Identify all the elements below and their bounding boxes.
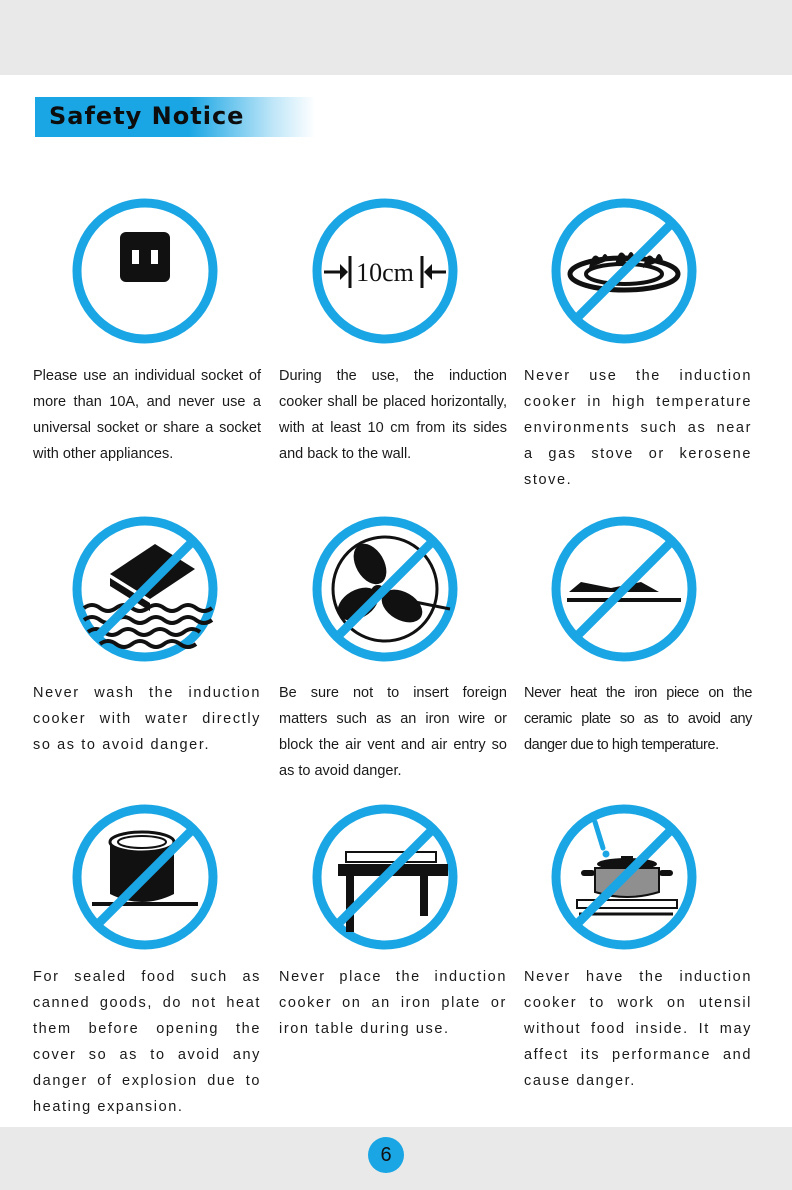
distance-10cm-icon (310, 196, 460, 346)
notice-text-distance: During the use, the induction cooker shall be placed horizontally, with at least 10 cm from its sides and back to the wall. (279, 368, 507, 462)
no-empty-pot-icon (549, 802, 699, 952)
notice-text-iron-piece: Never heat the iron piece on the ceramic plate so as to avoid any danger due to high temperature. (524, 685, 752, 753)
no-blocking-fan-icon (310, 514, 460, 664)
top-band (0, 0, 792, 75)
notice-text-canned-goods: For sealed food such as canned goods, do not heat them before opening the cover so as to avoid any danger of explosion due to heating expansion. (33, 969, 261, 1115)
section-title: Safety Notice (49, 102, 245, 130)
power-socket-icon (70, 196, 220, 346)
section-title-banner (35, 97, 315, 137)
no-gas-stove-icon (549, 196, 699, 346)
page-number: 6 (368, 1137, 404, 1173)
distance-label: 10cm (356, 258, 414, 287)
no-water-wash-icon (70, 514, 220, 664)
notice-text-gas-stove: Never use the induction cooker in high temperature environments such as near a gas stove or kerosene stove. (524, 368, 752, 488)
no-iron-table-icon (310, 802, 460, 952)
notice-text-socket: Please use an individual socket of more than 10A, and never use a universal socket or share a socket with other appliances. (33, 368, 261, 462)
notice-text-empty-utensil: Never have the induction cooker to work on utensil without food inside. It may affect its performance and cause danger. (524, 969, 752, 1089)
notice-text-water: Never wash the induction cooker with water directly so as to avoid danger. (33, 685, 261, 753)
notice-text-iron-table: Never place the induction cooker on an iron plate or iron table during use. (279, 969, 507, 1037)
notice-text-air-vent: Be sure not to insert foreign matters such as an iron wire or block the air vent and air entry so as to avoid danger. (279, 685, 507, 779)
no-sealed-can-icon (70, 802, 220, 952)
no-iron-heating-icon (549, 514, 699, 664)
